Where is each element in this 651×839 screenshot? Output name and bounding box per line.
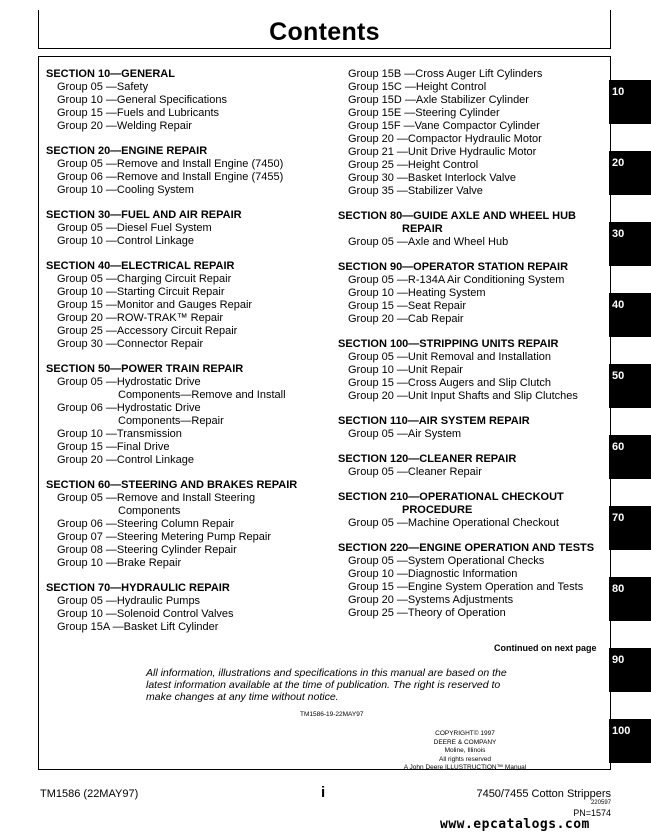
section-tab-60 xyxy=(609,435,651,479)
toc-entry-label: Group 05 —Hydrostatic Drive xyxy=(57,376,201,388)
copyright-rights: All rights reserved xyxy=(438,755,492,763)
toc-entry xyxy=(338,274,608,287)
toc-entry xyxy=(338,287,608,300)
toc-entry-label: Group 10 —Transmission xyxy=(57,428,182,440)
toc-entry-label: Group 15 —Fuels and Lubricants xyxy=(57,107,220,119)
toc-entry xyxy=(46,273,326,286)
section-tab-label: 90 xyxy=(612,654,625,666)
toc-entry-label: Group 20 —ROW-TRAK™ Repair xyxy=(57,312,224,324)
toc-entry-label: Group 20 —Cab Repair xyxy=(348,313,464,325)
toc-section xyxy=(338,542,608,620)
toc-entry-label: Group 30 —Connector Repair xyxy=(57,338,204,350)
section-tab-50 xyxy=(609,364,651,408)
section-tabs xyxy=(609,0,651,839)
section-tab-label: 30 xyxy=(612,228,625,240)
section-title-continuation: PROCEDURE xyxy=(402,504,473,516)
toc-entry-label: Group 10 —Heating System xyxy=(348,287,486,299)
section-title: SECTION 70—HYDRAULIC REPAIR xyxy=(46,582,230,594)
toc-entry xyxy=(46,428,326,441)
toc-entry xyxy=(46,286,326,299)
section-title: SECTION 50—POWER TRAIN REPAIR xyxy=(46,363,244,375)
section-tab-70 xyxy=(609,506,651,550)
document-code: TM1586-19-22MAY97 xyxy=(300,711,364,718)
toc-section xyxy=(46,582,326,634)
section-title xyxy=(338,415,608,428)
toc-entry-label: Group 15B —Cross Auger Lift Cylinders xyxy=(348,68,543,80)
toc-entry-label: Group 05 —Air System xyxy=(348,428,462,440)
toc-section xyxy=(46,260,326,351)
toc-entry-label: Group 05 —Remove and Install Engine (7450) xyxy=(57,158,284,170)
toc-entry xyxy=(338,581,608,594)
toc-entry xyxy=(338,120,608,133)
toc-entry xyxy=(46,531,326,544)
toc-entry-label: Group 15 —Seat Repair xyxy=(348,300,467,312)
toc-entry xyxy=(46,441,326,454)
copyright-company: DEERE & COMPANY xyxy=(433,738,497,746)
section-tab-label: 80 xyxy=(612,583,625,595)
page-title: Contents xyxy=(269,18,380,46)
toc-entry xyxy=(46,235,326,248)
section-title xyxy=(338,210,608,236)
toc-entry-label: Group 21 —Unit Drive Hydraulic Motor xyxy=(348,146,537,158)
toc-entry-label: Group 10 —Starting Circuit Repair xyxy=(57,286,225,298)
toc-entry-label: Group 15A —Basket Lift Cylinder xyxy=(57,621,219,633)
toc-section xyxy=(46,479,326,570)
section-title: SECTION 40—ELECTRICAL REPAIR xyxy=(46,260,235,272)
section-tab-20 xyxy=(609,151,651,195)
toc-entry-label: Group 10 —Diagnostic Information xyxy=(348,568,518,580)
toc-entry-label: Group 20 —Welding Repair xyxy=(57,120,192,132)
section-tab-label: 100 xyxy=(612,725,631,737)
toc-entry xyxy=(46,454,326,467)
toc-entry xyxy=(338,107,608,120)
toc-entry xyxy=(338,236,608,249)
section-tab-80 xyxy=(609,577,651,621)
toc-entry-label: Group 20 —Systems Adjustments xyxy=(348,594,514,606)
toc-entry xyxy=(338,364,608,377)
section-title xyxy=(338,261,608,274)
toc-section xyxy=(46,145,326,197)
toc-entry xyxy=(46,376,326,389)
toc-section xyxy=(338,338,608,403)
toc-entry-label: Group 06 —Steering Column Repair xyxy=(57,518,235,530)
footer-page-number: i xyxy=(321,784,326,801)
continued-note: Continued on next page xyxy=(494,643,597,653)
section-title-line: SECTION 220—ENGINE OPERATION AND TESTS xyxy=(338,542,595,554)
title-frame xyxy=(38,10,611,49)
toc-entry-label: Group 05 —Hydraulic Pumps xyxy=(57,595,201,607)
toc-entry-label: Components—Repair xyxy=(118,415,224,427)
toc-entry-label: Group 05 —Axle and Wheel Hub xyxy=(348,236,509,248)
toc-entry-label: Group 05 —Charging Circuit Repair xyxy=(57,273,232,285)
toc-entry-label: Group 20 —Control Linkage xyxy=(57,454,194,466)
section-title xyxy=(338,338,608,351)
toc-entry xyxy=(46,312,326,325)
copyright-location: Moline, Illinois xyxy=(444,747,486,754)
copyright-block xyxy=(380,730,550,773)
section-tab-label: 60 xyxy=(612,441,625,453)
toc-entry xyxy=(338,146,608,159)
section-tab-40 xyxy=(609,293,651,337)
section-title: SECTION 20—ENGINE REPAIR xyxy=(46,145,208,157)
toc-entry xyxy=(338,377,608,390)
toc-entry-label: Group 10 —Unit Repair xyxy=(348,364,463,376)
section-title: SECTION 10—GENERAL xyxy=(46,68,175,80)
toc-entry xyxy=(338,300,608,313)
section-tab-10 xyxy=(609,80,651,124)
toc-section xyxy=(338,491,608,530)
section-tab-30 xyxy=(609,222,651,266)
section-title-line: SECTION 210—OPERATIONAL CHECKOUT xyxy=(338,491,564,503)
section-title: SECTION 60—STEERING AND BRAKES REPAIR xyxy=(46,479,298,491)
toc-entry xyxy=(46,389,326,402)
footer-pn: PN=1574 xyxy=(573,808,611,818)
toc-entry-label: Components—Remove and Install xyxy=(118,389,286,401)
toc-entry xyxy=(338,313,608,326)
toc-entry xyxy=(338,555,608,568)
toc-entry xyxy=(46,184,326,197)
toc-entry xyxy=(46,325,326,338)
toc-entry-label: Group 08 —Steering Cylinder Repair xyxy=(57,544,237,556)
toc-section xyxy=(46,68,326,133)
section-title xyxy=(338,453,608,466)
section-title-line: SECTION 100—STRIPPING UNITS REPAIR xyxy=(338,338,559,350)
toc-entry xyxy=(46,621,326,634)
toc-entry xyxy=(338,133,608,146)
section-title: SECTION 30—FUEL AND AIR REPAIR xyxy=(46,209,242,221)
section-title-line: SECTION 110—AIR SYSTEM REPAIR xyxy=(338,415,530,427)
toc-entry-label: Group 15 —Cross Augers and Slip Clutch xyxy=(348,377,551,389)
disclaimer-notice: All information, illustrations and specifications in this manual are based on the latest information available at the time of publication. The right is reserved to make changes at any time without notice. xyxy=(146,667,507,703)
toc-section xyxy=(338,261,608,326)
section-title-line: SECTION 120—CLEANER REPAIR xyxy=(338,453,517,465)
toc-entry-label: Group 15C —Height Control xyxy=(348,81,487,93)
toc-entry-label: Components xyxy=(118,505,181,517)
toc-entry xyxy=(46,557,326,570)
toc-entry xyxy=(46,107,326,120)
section-tab-label: 40 xyxy=(612,299,625,311)
section-title-line: SECTION 80—GUIDE AXLE AND WHEEL HUB xyxy=(338,210,576,222)
toc-entry xyxy=(46,402,326,415)
toc-entry xyxy=(338,351,608,364)
toc-entry-label: Group 15 —Final Drive xyxy=(57,441,170,453)
toc-entry xyxy=(46,81,326,94)
toc-entry-label: Group 15D —Axle Stabilizer Cylinder xyxy=(348,94,529,106)
toc-entry-label: Group 05 —Diesel Fuel System xyxy=(57,222,212,234)
toc-entry-label: Group 15E —Steering Cylinder xyxy=(348,107,500,119)
toc-entry xyxy=(46,492,326,505)
section-tab-label: 20 xyxy=(612,157,625,169)
toc-entry-label: Group 05 —R-134A Air Conditioning System xyxy=(348,274,565,286)
toc-entry xyxy=(338,466,608,479)
toc-entry-label: Group 05 —Unit Removal and Installation xyxy=(348,351,551,363)
toc-entry-label: Group 05 —Remove and Install Steering xyxy=(57,492,256,504)
toc-entry-label: Group 06 —Remove and Install Engine (7455) xyxy=(57,171,284,183)
toc-section xyxy=(338,68,608,198)
toc-entry xyxy=(338,68,608,81)
toc-entry xyxy=(46,415,326,428)
toc-entry xyxy=(46,518,326,531)
toc-entry xyxy=(46,222,326,235)
toc-entry xyxy=(46,338,326,351)
toc-section xyxy=(338,415,608,441)
contents-left-column xyxy=(46,68,326,634)
toc-entry-label: Group 10 —Brake Repair xyxy=(57,557,182,569)
toc-entry xyxy=(46,120,326,133)
toc-entry xyxy=(46,94,326,107)
section-title-continuation: REPAIR xyxy=(402,223,443,235)
toc-entry xyxy=(46,158,326,171)
toc-entry xyxy=(46,544,326,557)
toc-entry xyxy=(338,159,608,172)
toc-entry xyxy=(46,608,326,621)
toc-entry xyxy=(338,428,608,441)
toc-entry xyxy=(338,568,608,581)
section-tab-90 xyxy=(609,648,651,692)
toc-section xyxy=(46,363,326,467)
toc-entry xyxy=(338,390,608,403)
watermark-url: www.epcatalogs.com xyxy=(440,817,590,832)
section-title xyxy=(338,491,608,517)
toc-entry-label: Group 20 —Unit Input Shafts and Slip Clutches xyxy=(348,390,578,402)
toc-entry-label: Group 15 —Engine System Operation and Tests xyxy=(348,581,584,593)
section-tab-label: 10 xyxy=(612,86,625,98)
toc-entry-label: Group 25 —Theory of Operation xyxy=(348,607,506,619)
toc-entry xyxy=(46,595,326,608)
toc-entry-label: Group 05 —Machine Operational Checkout xyxy=(348,517,559,529)
toc-entry xyxy=(338,94,608,107)
toc-entry xyxy=(46,171,326,184)
toc-entry xyxy=(338,594,608,607)
toc-entry-label: Group 35 —Stabilizer Valve xyxy=(348,185,483,197)
section-tab-label: 50 xyxy=(612,370,625,382)
toc-section xyxy=(46,209,326,248)
toc-entry-label: Group 10 —Solenoid Control Valves xyxy=(57,608,234,620)
toc-entry-label: Group 07 —Steering Metering Pump Repair xyxy=(57,531,271,543)
toc-section xyxy=(338,453,608,479)
contents-right-column xyxy=(338,68,608,620)
toc-entry xyxy=(46,505,326,518)
toc-entry-label: Group 20 —Compactor Hydraulic Motor xyxy=(348,133,542,145)
copyright-line: COPYRIGHT© 1997 xyxy=(435,730,495,737)
toc-entry xyxy=(338,185,608,198)
toc-entry-label: Group 25 —Accessory Circuit Repair xyxy=(57,325,238,337)
toc-entry-label: Group 15F —Vane Compactor Cylinder xyxy=(348,120,540,132)
toc-entry-label: Group 30 —Basket Interlock Valve xyxy=(348,172,516,184)
toc-entry-label: Group 15 —Monitor and Gauges Repair xyxy=(57,299,253,311)
toc-entry-label: Group 05 —Cleaner Repair xyxy=(348,466,482,478)
section-title xyxy=(338,542,608,555)
toc-entry-label: Group 10 —Control Linkage xyxy=(57,235,194,247)
toc-entry-label: Group 10 —Cooling System xyxy=(57,184,194,196)
section-title-line: SECTION 90—OPERATOR STATION REPAIR xyxy=(338,261,569,273)
toc-entry-label: Group 25 —Height Control xyxy=(348,159,479,171)
toc-entry xyxy=(338,607,608,620)
toc-entry-label: Group 06 —Hydrostatic Drive xyxy=(57,402,201,414)
footer-manual-title: 7450/7455 Cotton Strippers xyxy=(476,788,611,800)
toc-entry xyxy=(46,299,326,312)
section-tab-label: 70 xyxy=(612,512,625,524)
footer-date-code: 220597 xyxy=(590,800,611,806)
toc-entry-label: Group 05 —Safety xyxy=(57,81,149,93)
section-tab-100 xyxy=(609,719,651,763)
toc-entry xyxy=(338,81,608,94)
toc-entry-label: Group 10 —General Specifications xyxy=(57,94,227,106)
toc-entry-label: Group 05 —System Operational Checks xyxy=(348,555,545,567)
toc-entry xyxy=(338,172,608,185)
copyright-manual: A John Deere ILLUSTRUCTION™ Manual xyxy=(403,764,527,771)
toc-entry xyxy=(338,517,608,530)
toc-section xyxy=(338,210,608,249)
footer-manual-id: TM1586 (22MAY97) xyxy=(40,788,139,800)
